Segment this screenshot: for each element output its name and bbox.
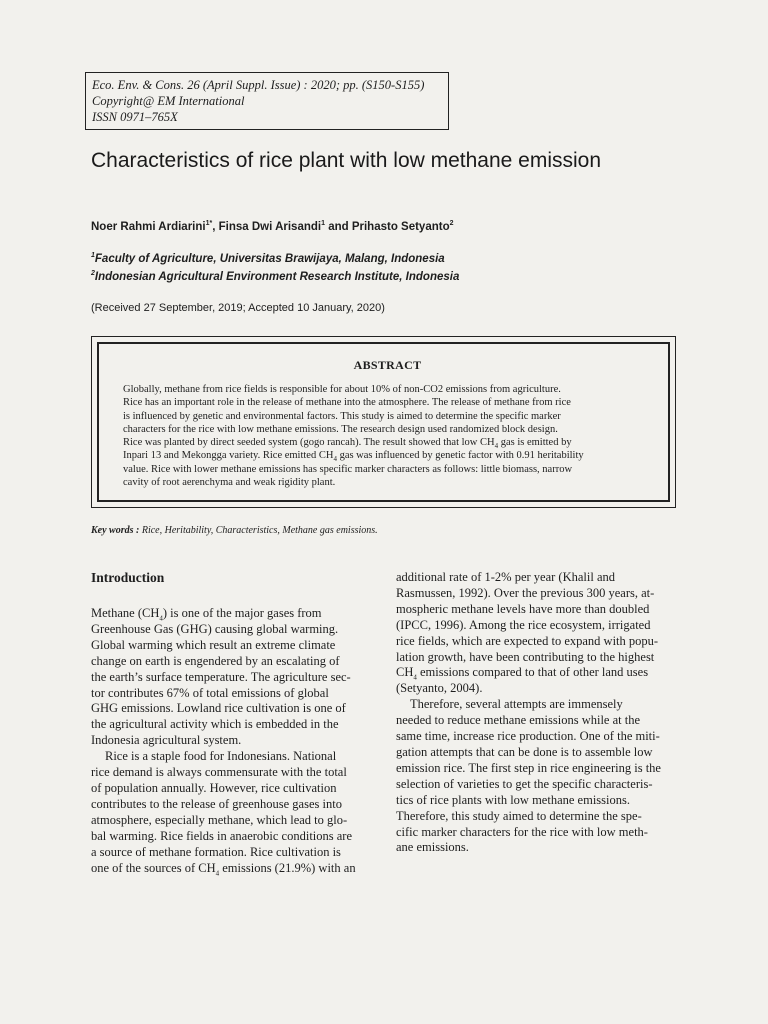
subscript: 4 [159,614,163,623]
abstract-text-part: gas was influenced by genetic factor with 0.91 heritability [336,450,584,462]
text-line: additional rate of 1-2% per year (Khalil and [396,570,616,584]
issn-line: ISSN 0971–765X [92,110,178,124]
journal-citation-box [85,72,449,130]
paragraph [396,697,678,856]
text-line: change on earth is engendered by an escalating of [91,653,340,668]
paper-title: Characteristics of rice plant with low methane emission [91,149,602,172]
text-line: needed to reduce methane emissions while at the [396,713,641,728]
text-line: same time, increase rice production. One of the miti- [396,729,660,744]
author-list [91,221,454,233]
text-line: gation attempts that can be done is to assemble low [396,744,653,759]
abstract-line: Globally, methane from rice fields is responsible for about 10% of non-CO2 emissions from agriculture. [123,384,561,395]
text-part: ) is one of the major gases from [162,606,322,620]
abstract-line [123,449,652,462]
text-part: Methane (CH [91,606,160,620]
text-line [91,606,373,622]
text-line: selection of varieties to get the specific characteris- [396,776,653,791]
abstract-text-part: Inpari 13 and Mekongga variety. Rice emitted CH [123,450,334,462]
text-line: rice demand is always commensurate with the total [91,765,347,780]
text-line: the earth’s surface temperature. The agriculture sec- [91,669,351,684]
text-line [91,861,373,877]
text-line: mospheric methane levels have more than doubled [396,601,650,616]
text-line: Greenhouse Gas (GHG) causing global warming. [91,621,339,636]
text-line [396,665,678,681]
text-line: tor contributes 67% of total emissions of global [91,685,329,700]
text-line: rice fields, which are expected to expand with popu- [396,633,659,648]
text-part: emissions (21.9%) with an [219,860,356,875]
text-line: contributes to the release of greenhouse gases into [91,796,342,811]
abstract-box [91,336,676,508]
copyright-line: Copyright@ EM International [92,94,245,108]
abstract-text [123,383,652,489]
text-line: Therefore, several attempts are immensely [410,697,623,712]
abstract-line: value. Rice with lower methane emissions has specific marker characters as follows: little biomass, narrow [123,463,573,475]
text-line: Rasmussen, 1992). Over the previous 300 years, at- [396,585,655,600]
abstract-text-part: gas is emitted by [498,437,572,449]
affiliation-text: Faculty of Agriculture, Universitas Brawijaya, Malang, Indonesia [94,253,445,265]
abstract-inner-frame [97,342,670,502]
author-name: Noer Rahmi Ardiarini [91,221,206,233]
text-line: Rice is a staple food for Indonesians. National [105,749,337,764]
paragraph [91,606,373,749]
abstract-text-part: Rice was planted by direct seeded system (gogo rancah). The result showed that low CH [123,437,495,449]
paragraph [91,749,373,876]
author-name: and Prihasto Setyanto [325,221,450,233]
text-part: CH [396,665,414,680]
text-line: cific marker characters for the rice with low meth- [396,824,648,839]
affiliation-text: Indonesian Agricultural Environment Research Institute, Indonesia [94,271,460,283]
affiliation-mark: 1 [91,252,95,260]
subscript: 4 [413,673,417,682]
abstract-line: characters for the rice with low methane emissions. The research design used randomized block design. [123,423,558,435]
abstract-heading: ABSTRACT [353,358,422,372]
subscript: 4 [215,869,220,877]
text-line: lation growth, have been contributing to the highest [396,649,655,664]
text-line: (IPCC, 1996). Among the rice ecosystem, irrigated [396,617,651,632]
text-line: (Setyanto, 2004). [396,681,483,696]
text-part: one of the sources of CH [91,860,216,875]
text-line: tics of rice plants with low methane emissions. [396,792,630,807]
text-line: atmosphere, especially methane, which lead to glo- [91,812,348,827]
text-line: bal warming. Rice fields in anaerobic conditions are [91,828,353,843]
abstract-line: Rice has an important role in the release of methane into the atmosphere. The release of methane from rice [123,397,571,409]
journal-citation-line: Eco. Env. & Cons. 26 (April Suppl. Issue) : 2020; pp. (S150-S155) [92,78,425,92]
text-part: emissions compared to that of other land uses [416,665,649,680]
affiliation-2 [91,271,459,283]
section-heading-introduction: Introduction [91,570,165,585]
subscript: 4 [494,442,499,451]
text-line: Therefore, this study aimed to determine the spe- [396,808,642,823]
keywords-text: Rice, Heritability, Characteristics, Methane gas emissions. [139,525,378,536]
author-name: , Finsa Dwi Arisandi [212,221,322,233]
right-column [396,570,678,856]
abstract-line: cavity of root aerenchyma and weak rigidity plant. [123,477,336,489]
author-affiliation-mark: 1 [321,220,325,228]
keywords [91,525,378,536]
text-line: emission rice. The first step in rice engineering is the [396,760,661,775]
abstract-line [123,436,652,449]
affiliation-1 [91,253,445,265]
text-line: Global warming which result an extreme climate [91,637,336,652]
author-affiliation-mark: 2 [449,220,454,228]
paragraph [396,570,678,697]
left-column [91,570,373,876]
text-line: Indonesia agricultural system. [91,733,242,748]
text-line: the agricultural activity which is embedded in the [91,717,339,732]
text-line: a source of methane formation. Rice cultivation is [91,844,341,859]
text-line: ane emissions. [396,840,469,855]
text-line: GHG emissions. Lowland rice cultivation is one of [91,701,346,716]
subscript: 4 [333,455,337,464]
abstract-line: is influenced by genetic and environmental factors. This study is aimed to determine the specific marker [123,410,561,422]
affiliation-mark: 2 [91,270,95,278]
text-line: of population annually. However, rice cultivation [91,780,337,795]
author-affiliation-mark: 1* [205,220,213,228]
received-dates: (Received 27 September, 2019; Accepted 10 January, 2020) [91,302,385,314]
keywords-label: Key words : [91,525,140,536]
